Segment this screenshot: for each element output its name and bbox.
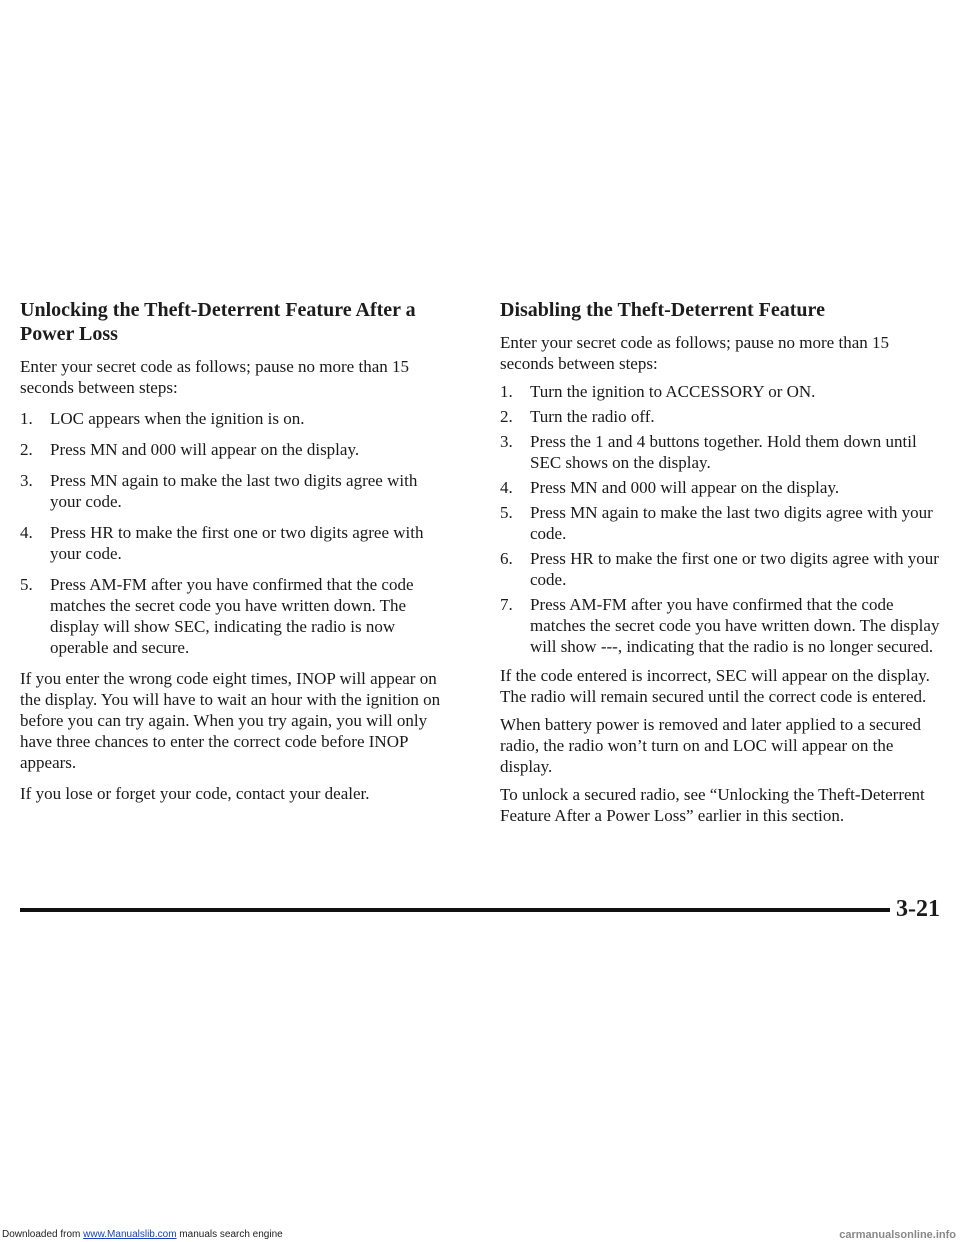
- page-rule-divider: [20, 908, 890, 912]
- list-item: 1. Turn the ignition to ACCESSORY or ON.: [500, 382, 816, 401]
- left-paragraph-inop: If you enter the wrong code eight times, INOP will appear on the display. You will have to wait an hour with the ignition on before you can try again. When you try again, you will only have three chances to enter the correct code before INOP appears.: [20, 669, 441, 772]
- list-item: 5. Press MN again to make the last two digits agree with your code.: [500, 503, 933, 543]
- right-column: [500, 298, 940, 833]
- manualslib-link[interactable]: www.Manualslib.com: [83, 1229, 177, 1240]
- left-section-title: Unlocking the Theft-Deterrent Feature After a Power Loss: [20, 299, 416, 345]
- right-intro: Enter your secret code as follows; pause no more than 15 seconds between steps:: [500, 333, 889, 373]
- right-steps-list: [500, 381, 940, 657]
- right-paragraph-battery: When battery power is removed and later applied to a secured radio, the radio won’t turn on and LOC will appear on the display.: [500, 715, 922, 776]
- footer: [0, 1228, 960, 1242]
- left-column: [20, 298, 450, 814]
- list-item: 1. LOC appears when the ignition is on.: [20, 409, 305, 428]
- list-item: 2. Turn the radio off.: [500, 407, 655, 426]
- list-item: 3. Press the 1 and 4 buttons together. Hold them down until SEC shows on the display.: [500, 432, 917, 472]
- list-item: 3. Press MN again to make the last two digits agree with your code.: [20, 471, 418, 511]
- left-paragraph-dealer: If you lose or forget your code, contact your dealer.: [20, 784, 370, 803]
- list-item: 5. Press AM-FM after you have confirmed that the code matches the secret code you have written down. The display will show SEC, indicating the radio is now operable and secure.: [20, 575, 414, 657]
- list-item: 6. Press HR to make the first one or two digits agree with your code.: [500, 549, 939, 589]
- footer-watermark: carmanualsonline.info: [839, 1229, 956, 1241]
- right-paragraph-unlock: To unlock a secured radio, see “Unlocking the Theft-Deterrent Feature After a Power Loss” earlier in this section.: [500, 785, 925, 825]
- list-item: 4. Press MN and 000 will appear on the display.: [500, 478, 840, 497]
- list-item: 7. Press AM-FM after you have confirmed that the code matches the secret code you have written down. The display will show ---, indicating that the radio is no longer secured.: [500, 595, 940, 656]
- list-item: 2. Press MN and 000 will appear on the display.: [20, 440, 360, 459]
- right-paragraph-incorrect: If the code entered is incorrect, SEC will appear on the display. The radio will remain secured until the correct code is entered.: [500, 666, 930, 706]
- left-intro: Enter your secret code as follows; pause no more than 15 seconds between steps:: [20, 357, 409, 397]
- right-section-title: Disabling the Theft-Deterrent Feature: [500, 299, 825, 321]
- page-number: 3-21: [896, 896, 940, 922]
- left-steps-list: [20, 408, 450, 658]
- list-item: 4. Press HR to make the first one or two digits agree with your code.: [20, 523, 424, 563]
- footer-source: Downloaded from www.Manualslib.com manuals search engine: [2, 1229, 283, 1240]
